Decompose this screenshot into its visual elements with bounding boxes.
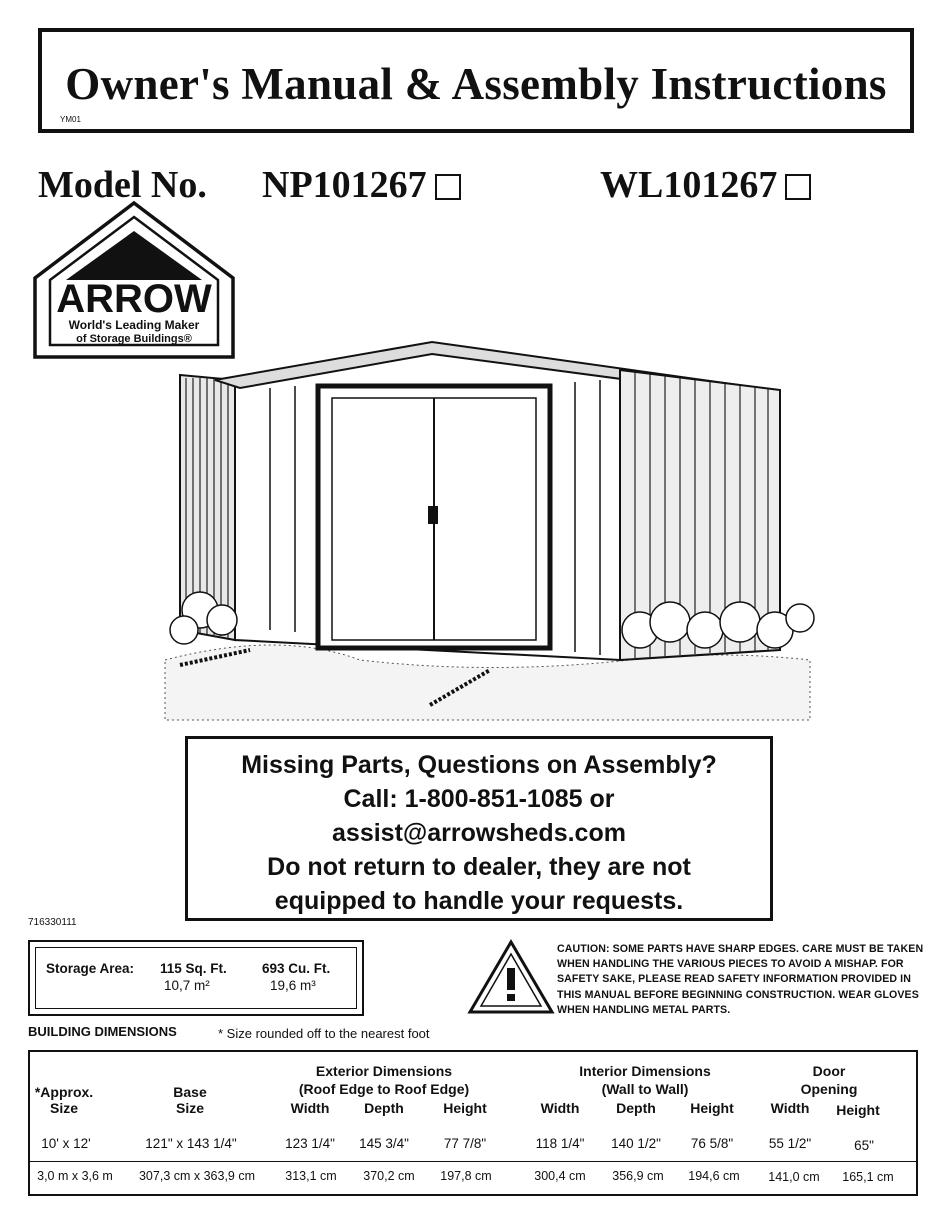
storage-area-m2: 10,7 m² <box>164 978 210 993</box>
metric-door-height: 165,1 cm <box>842 1170 894 1184</box>
storage-area-label: Storage Area: <box>46 961 135 976</box>
base-size-header: Base <box>173 1084 207 1100</box>
int-depth-header: Depth <box>616 1100 656 1116</box>
imperial-base-size: 121" x 143 1/4" <box>145 1136 237 1151</box>
imperial-int-height: 76 5/8" <box>690 1136 734 1151</box>
help-line-2: Call: 1-800-851-1085 or <box>343 785 615 813</box>
metric-int-height: 194,6 cm <box>688 1169 740 1183</box>
logo-tagline-2: of Storage Buildings® <box>76 333 192 345</box>
title-box <box>38 28 914 133</box>
model-np-checkbox[interactable] <box>435 174 461 200</box>
ext-height-header: Height <box>443 1100 487 1116</box>
shed-illustration <box>160 330 820 730</box>
base-size-subheader: Size <box>175 1100 204 1116</box>
door-opening-header: Door <box>812 1063 846 1079</box>
approx-size-subheader: Size <box>49 1100 78 1116</box>
model-label: Model No. <box>38 164 207 206</box>
caution-text: CAUTION: SOME PARTS HAVE SHARP EDGES. CARE MUST BE TAKEN WHEN HANDLING THE VARIOUS PIECES TO AVOID A MISHAP. FOR SAFETY SAKE, PLEASE READ SAFETY INFORMATION PROVIDED IN THIS MANUAL BEFORE BEGINNING CONSTRUCTION. WEAR GLOVES WHEN HANDLING METAL PARTS. <box>557 943 924 1016</box>
building-dimensions-note: * Size rounded off to the nearest foot <box>218 1026 430 1041</box>
metric-ext-height: 197,8 cm <box>440 1169 492 1183</box>
part-number: 716330111 <box>28 917 77 928</box>
logo-brand: ARROW <box>56 277 212 321</box>
metric-ext-depth: 370,2 cm <box>363 1169 415 1183</box>
door-height-header: Height <box>836 1102 880 1118</box>
storage-area-box <box>28 940 364 1016</box>
imperial-ext-height: 77 7/8" <box>443 1136 487 1151</box>
int-width-header: Width <box>540 1100 580 1116</box>
exterior-dimensions-header: Exterior Dimensions <box>315 1063 453 1079</box>
logo-tagline-1: World's Leading Maker <box>68 318 200 332</box>
help-line-5: equipped to handle your requests. <box>274 887 684 915</box>
imperial-ext-depth: 145 3/4" <box>359 1136 409 1151</box>
help-line-1: Missing Parts, Questions on Assembly? <box>241 751 717 779</box>
warning-icon <box>466 938 556 1016</box>
ext-width-header: Width <box>290 1100 330 1116</box>
model-number-np: NP101267 <box>262 164 427 206</box>
metric-ext-width: 313,1 cm <box>285 1169 337 1183</box>
storage-volume-m3: 19,6 m³ <box>270 978 316 993</box>
ext-depth-header: Depth <box>364 1100 404 1116</box>
door-opening-subheader: Opening <box>800 1081 858 1097</box>
storage-area-sqft: 115 Sq. Ft. <box>160 961 227 976</box>
imperial-ext-width: 123 1/4" <box>285 1136 335 1151</box>
metric-int-width: 300,4 cm <box>534 1169 586 1183</box>
manual-title: Owner's Manual & Assembly Instructions <box>65 59 887 109</box>
imperial-int-depth: 140 1/2" <box>611 1136 661 1151</box>
model-option-np[interactable] <box>262 163 461 207</box>
storage-volume-cuft: 693 Cu. Ft. <box>262 961 331 976</box>
imperial-door-width: 55 1/2" <box>768 1136 812 1151</box>
metric-approx-size: 3,0 m x 3,6 m <box>37 1169 113 1183</box>
help-line-4: Do not return to dealer, they are not <box>267 853 691 881</box>
help-box <box>185 736 773 921</box>
imperial-int-width: 118 1/4" <box>535 1136 585 1151</box>
metric-base-size: 307,3 cm x 363,9 cm <box>138 1169 256 1183</box>
model-option-wl[interactable] <box>600 163 811 207</box>
imperial-approx-size: 10' x 12' <box>41 1136 91 1151</box>
interior-dimensions-subheader: (Wall to Wall) <box>601 1081 689 1097</box>
model-number-wl: WL101267 <box>600 164 778 206</box>
door-width-header: Width <box>770 1100 810 1116</box>
building-dimensions-label: BUILDING DIMENSIONS <box>28 1024 177 1039</box>
table-row-divider <box>30 1161 916 1162</box>
metric-int-depth: 356,9 cm <box>612 1169 664 1183</box>
metric-door-width: 141,0 cm <box>768 1170 820 1184</box>
imperial-door-height: 65" <box>854 1138 874 1153</box>
dimensions-table <box>28 1050 918 1196</box>
int-height-header: Height <box>690 1100 734 1116</box>
model-wl-checkbox[interactable] <box>785 174 811 200</box>
approx-size-header: *Approx. <box>34 1084 94 1100</box>
interior-dimensions-header: Interior Dimensions <box>579 1063 711 1079</box>
exterior-dimensions-subheader: (Roof Edge to Roof Edge) <box>298 1081 470 1097</box>
help-email: assist@arrowsheds.com <box>332 819 626 847</box>
document-code: YM01 <box>60 115 81 124</box>
